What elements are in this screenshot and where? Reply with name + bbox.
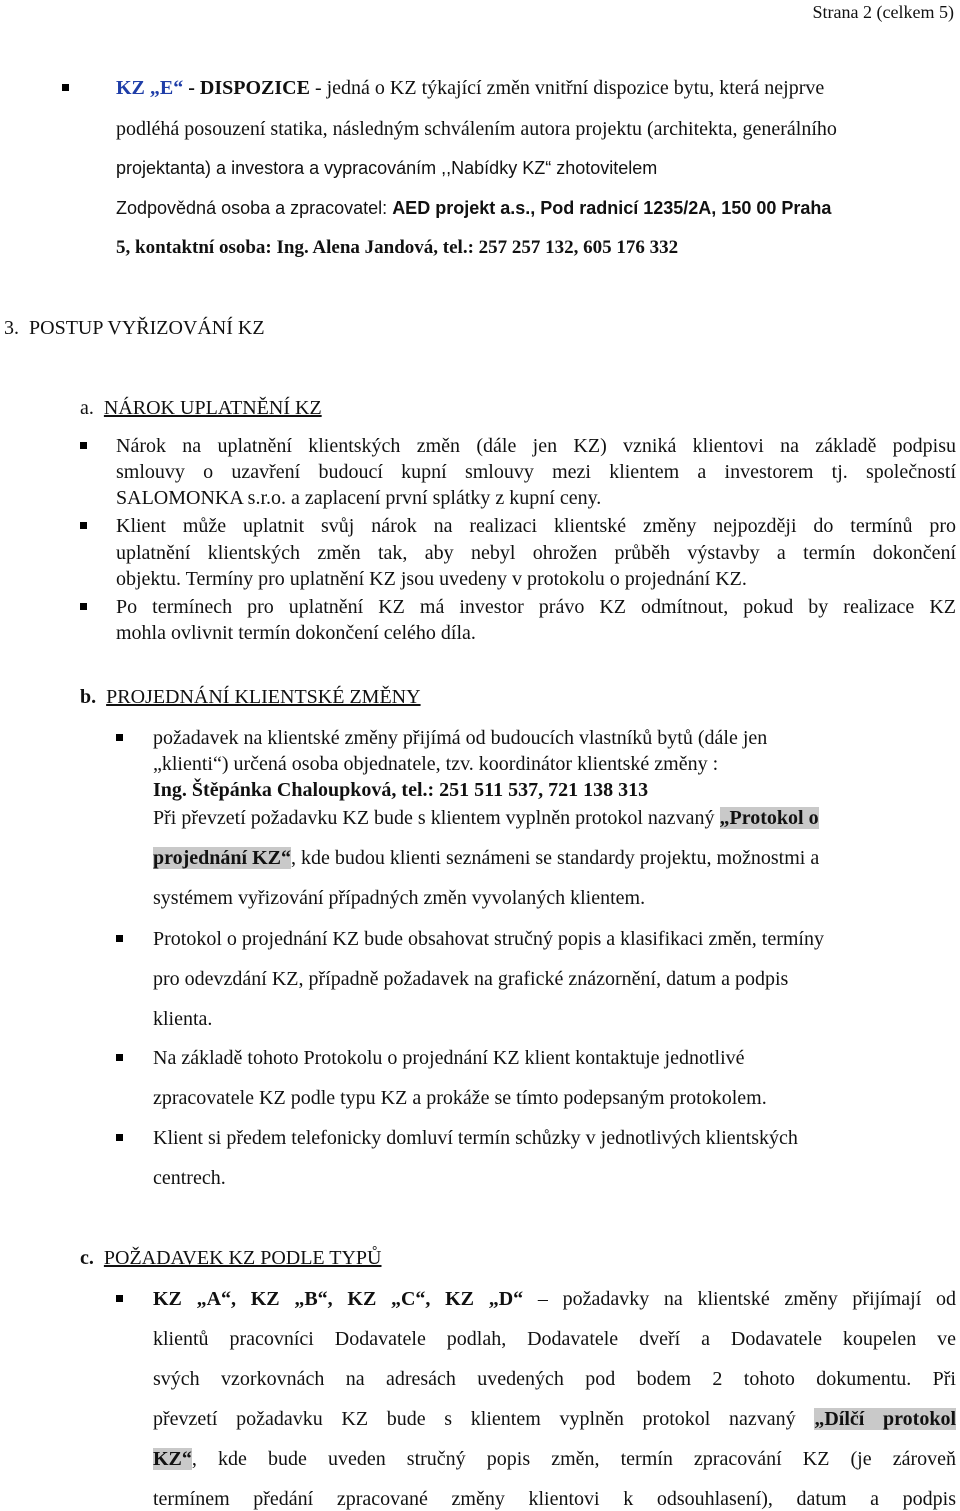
paragraph-line: Klient si předem telefonicky domluví termín schůzky v jednotlivých klientských — [153, 1127, 798, 1149]
paragraph-line — [153, 1367, 956, 1391]
text: Nárok na uplatnění klientských změn (dále jen KZ) vzniká klientovi na základě podpisu — [116, 435, 956, 457]
paragraph-line — [153, 806, 819, 830]
bullet-icon — [116, 1054, 123, 1061]
kz-types: KZ „A“, KZ „B“, KZ „C“, KZ „D“ — [153, 1288, 524, 1310]
item-e-title-line — [116, 76, 824, 100]
paragraph-line — [153, 846, 819, 870]
highlighted-protocol-name: KZ“ — [153, 1448, 192, 1470]
subsection-title: POŽADAVEK KZ PODLE TYPŮ — [103, 1247, 382, 1269]
bullet-icon — [116, 734, 123, 741]
text: , kde bude uveden stručný popis změn, termín zpracování KZ (je zároveň — [191, 1448, 956, 1470]
subsection-letter: c. — [80, 1247, 94, 1269]
paragraph-line: objektu. Termíny pro uplatnění KZ jsou uvedeny v protokolu o projednání KZ. — [116, 568, 747, 590]
text: svých vzorkovnách na adresách uvedených pod bodem 2 tohoto dokumentu. Při — [153, 1368, 956, 1390]
text: Při převzetí požadavku KZ bude s klientem vyplněn protokol nazvaný — [153, 807, 720, 829]
item-e-contact-company: AED projekt a.s., Pod radnicí 1235/2A, 150 00 Praha — [392, 198, 832, 218]
paragraph-line: Na základě tohoto Protokolu o projednání KZ klient kontaktuje jednotlivé — [153, 1047, 745, 1069]
item-e-text-2: podléhá posouzení statika, následným schválením autora projektu (architekta, generálního — [116, 118, 837, 140]
text: , kde budou klienti seznámeni se standardy projektu, možnostmi a — [291, 847, 820, 869]
paragraph-line — [116, 595, 956, 619]
bullet-icon — [62, 84, 69, 91]
item-e-text-1: - jedná o KZ týkající změn vnitřní dispozice bytu, která nejprve — [314, 77, 825, 99]
text: uplatnění klientských změn tak, aby nebyl ohrožen průběh výstavby a termín dokončení — [116, 542, 956, 564]
subsection-title: NÁROK UPLATNĚNÍ KZ — [103, 397, 322, 419]
item-e-code: „E“ — [149, 77, 184, 99]
section-3-heading — [4, 316, 265, 340]
highlighted-protocol-name: projednání KZ“ — [153, 847, 291, 869]
text: termínem předání zpracované změny klientovi k odsouhlasení), datum a podpis — [153, 1488, 956, 1510]
item-e-title: - DISPOZICE — [188, 77, 310, 99]
paragraph-line: SALOMONKA s.r.o. a zaplacení první splátky z kupní ceny. — [116, 487, 602, 509]
item-e-kz: KZ — [116, 77, 145, 99]
text: Po termínech pro uplatnění KZ má investor právo KZ odmítnout, pokud by realizace KZ — [116, 596, 956, 618]
paragraph-line: pro odevzdání KZ, případně požadavek na grafické znázornění, datum a podpis — [153, 968, 789, 990]
bullet-icon — [80, 603, 87, 610]
paragraph-line — [153, 1407, 956, 1431]
paragraph-line: centrech. — [153, 1167, 226, 1189]
paragraph-line: klienta. — [153, 1008, 213, 1030]
subsection-b-heading — [80, 685, 421, 709]
subsection-title: PROJEDNÁNÍ KLIENTSKÉ ZMĚNY — [106, 686, 421, 708]
subsection-letter: b. — [80, 686, 97, 708]
paragraph-line: zpracovatele KZ podle typu KZ a prokáže se tímto podepsaným protokolem. — [153, 1087, 767, 1109]
text — [153, 1447, 956, 1471]
paragraph-line — [116, 434, 956, 458]
text — [153, 1287, 956, 1311]
bullet-icon — [116, 935, 123, 942]
paragraph-line: systémem vyřizování případných změn vyvolaných klientem. — [153, 887, 646, 909]
paragraph-line — [153, 1487, 956, 1511]
item-e-text-4 — [116, 196, 831, 220]
text: klientů pracovníci Dodavatele podlah, Dodavatele dveří a Dodavatele koupelen ve — [153, 1328, 956, 1350]
paragraph-line — [153, 1287, 956, 1311]
subsection-a-heading — [80, 396, 322, 420]
paragraph-line: mohla ovlivnit termín dokončení celého díla. — [116, 622, 476, 644]
text: Klient může uplatnit svůj nárok na realizaci klientské změny nejpozději do termínů pro — [116, 515, 956, 537]
paragraph-line: „klienti“) určená osoba objednatele, tzv. koordinátor klientské změny : — [153, 753, 719, 775]
item-e-contact-prefix: Zodpovědná osoba a zpracovatel: — [116, 198, 393, 218]
highlighted-protocol-name: „Dílčí protokol — [814, 1408, 956, 1430]
bullet-icon — [116, 1295, 123, 1302]
bullet-icon — [80, 522, 87, 529]
section-title: POSTUP VYŘIZOVÁNÍ KZ — [29, 317, 265, 339]
bullet-icon — [116, 1134, 123, 1141]
paragraph-line — [153, 1327, 956, 1351]
subsection-c-heading — [80, 1246, 382, 1270]
paragraph-line: požadavek na klientské změny přijímá od budoucích vlastníků bytů (dále jen — [153, 727, 768, 749]
paragraph-line: Protokol o projednání KZ bude obsahovat stručný popis a klasifikaci změn, termíny — [153, 928, 824, 950]
item-e-contact-person: 5, kontaktní osoba: Ing. Alena Jandová, tel.: 257 257 132, 605 176 332 — [116, 237, 679, 258]
paragraph-line — [116, 460, 956, 484]
coordinator-contact: Ing. Štěpánka Chaloupková, tel.: 251 511 537, 721 138 313 — [153, 779, 649, 801]
paragraph-line — [116, 514, 956, 538]
subsection-letter: a. — [80, 397, 94, 419]
paragraph-line — [153, 1447, 956, 1471]
paragraph-line — [116, 541, 956, 565]
text: smlouvy o uzavření budoucí kupní smlouvy mezi klientem a investorem tj. společností — [116, 461, 956, 483]
item-e-text-3: projektanta) a investora a vypracováním ,,Nabídky KZ“ zhotovitelem — [116, 158, 658, 178]
text: – požadavky na klientské změny přijímají od — [537, 1288, 956, 1310]
bullet-icon — [80, 442, 87, 449]
page-number-label: Strana 2 (celkem 5) — [812, 2, 954, 22]
text: převzetí požadavku KZ bude s klientem vyplněn protokol nazvaný — [153, 1408, 815, 1430]
text — [153, 1407, 956, 1431]
section-number: 3. — [4, 317, 19, 339]
highlighted-protocol-name: „Protokol o — [719, 807, 819, 829]
